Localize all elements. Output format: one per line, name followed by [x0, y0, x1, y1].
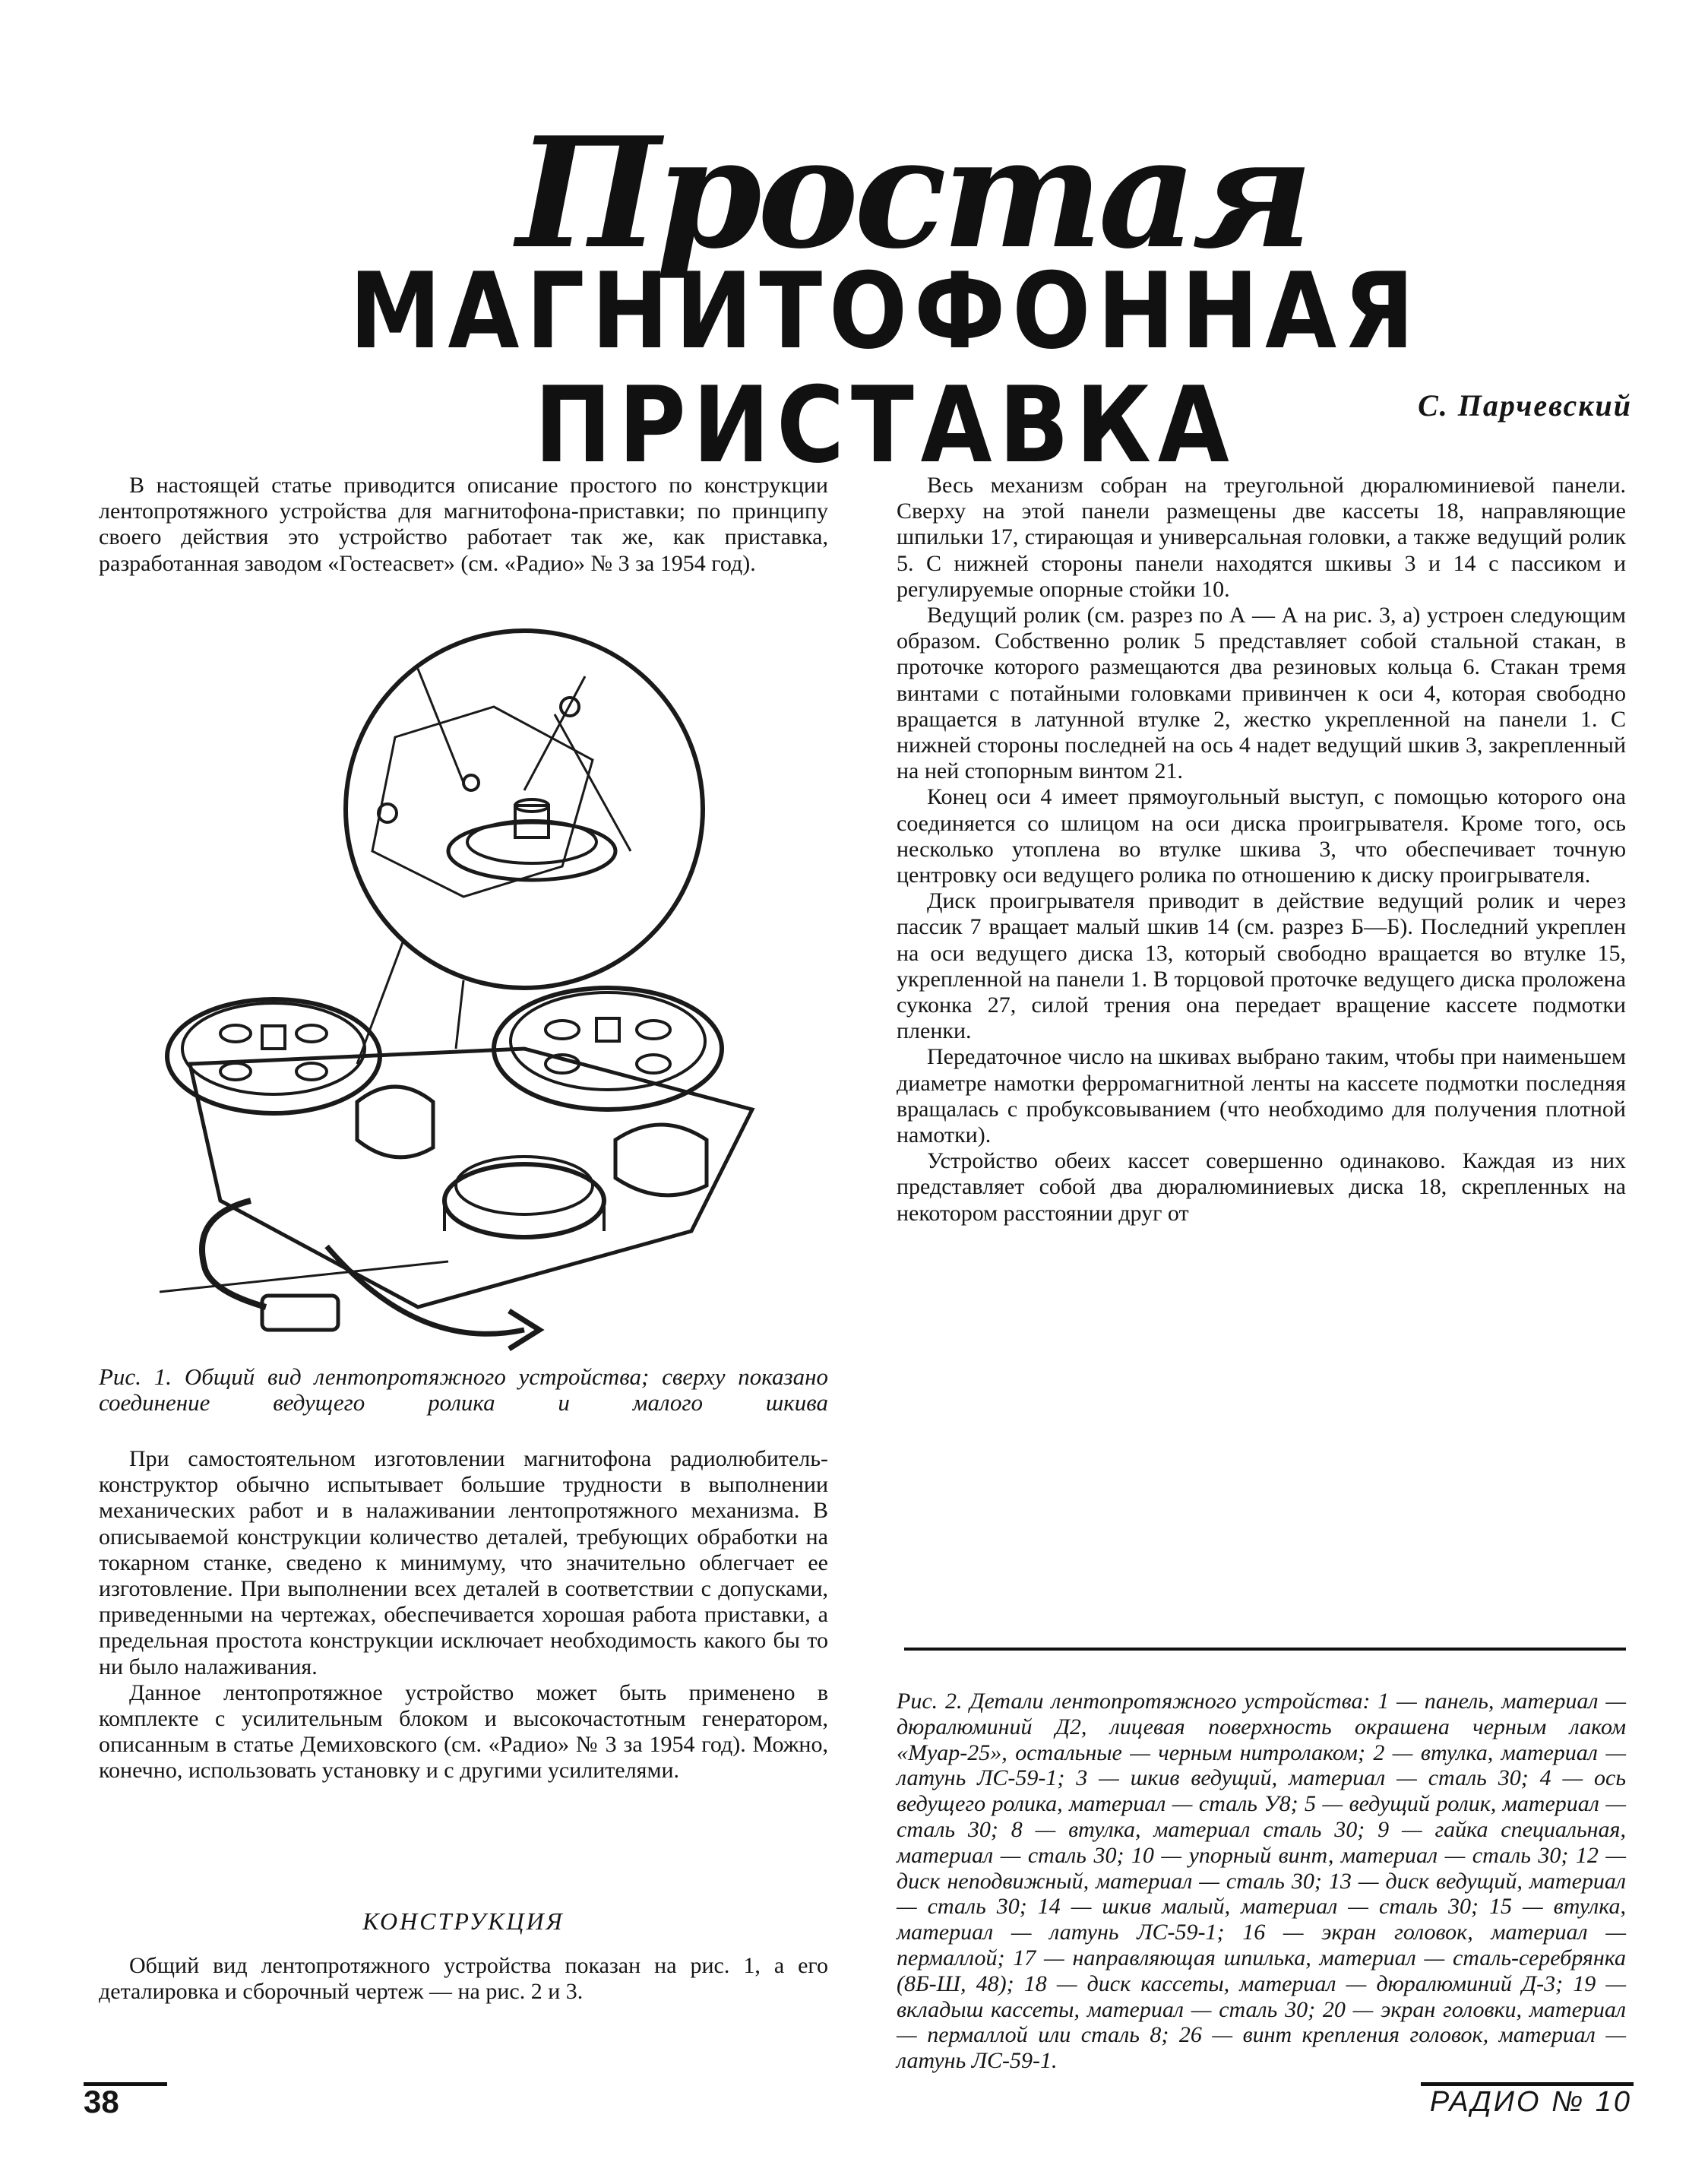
right-paragraph-5: Передаточное число на шкивах выбрано таким, чтобы при наименьшем диаметре намотки ферромагнитной ленты на кассете подмотки последняя вращалась с пробуксовыванием (что необходимо для получения плотной намотки). [897, 1044, 1626, 1148]
left-paragraph-2: Данное лентопротяжное устройство может быть применено в комплекте с усилительным блоком и высокочастотным генератором, описанным в статье Демиховского (см. «Радио» № 3 за 1954 год). Можно, конечно, использовать установку и с другими усилителями. [99, 1679, 828, 1784]
section-body [99, 1953, 828, 2005]
section-heading: КОНСТРУКЦИЯ [362, 1907, 565, 1935]
right-paragraph-2: Ведущий ролик (см. разрез по А — А на рис. 3, а) устроен следующим образом. Собственно ролик 5 представляет собой стальной стакан, в проточке которого размещаются два резиновых кольца 6. Стакан тремя винтами с потайными головками привинчен к оси 4, которая свободно вращается в латунной втулке 2, жестко укрепленной на панели 1. С нижней стороны последней на ось 4 надет ведущий шкив 3, закрепленный на ней стопорным винтом 21. [897, 603, 1626, 784]
intro-text: В настоящей статье приводится описание простого по конструкции лентопротяжного устройства для магнитофона-приставки; по принципу своего действия это устройство работает так же, как приставка, разработанная заводом «Гостеасвет» (см. «Радио» № 3 за 1954 год). [99, 473, 828, 576]
right-paragraph-1: Весь механизм собран на треугольной дюралюминиевой панели. Сверху на этой панели размещены две кассеты 18, направляющие шпильки 17, стирающая и универсальная головки, а также ведущий ролик 5. С нижней стороны панели находятся шкивы 3 и 14 с пассиком и регулируемые опорные стойки 10. [897, 473, 1626, 602]
figure-1-illustration [99, 623, 828, 1353]
title-script: Простая [517, 104, 1309, 283]
journal-name: РАДИО № 10 [1429, 2086, 1632, 2118]
page-number: 38 [84, 2084, 119, 2119]
section-paragraph: Общий вид лентопротяжного устройства показан на рис. 1, а его деталировка и сборочный чертеж — на рис. 2 и 3. [99, 1953, 828, 2005]
author: С. Парчевский [1418, 388, 1632, 423]
figure-2-caption: Рис. 2. Детали лентопротяжного устройства: 1 — панель, материал — дюралюминий Д2, лицевая поверхность окрашена черным лаком «Муар-25», остальные — черным нитролаком; 2 — втулка, материал — латунь ЛС-59-1; 3 — шкив ведущий, материал — сталь 30; 4 — ось ведущего ролика, материал — сталь У8; 5 — ведущий ролик, материал — сталь 30; 8 — втулка, материал сталь 30; 9 — гайка специальная, материал — сталь 30; 10 — упорный винт, материал — сталь 30; 12 — диск неподвижный, материал — сталь 30; 13 — диск ведущий, материал — сталь 30; 14 — шкив малый, материал — сталь 30; 15 — втулка, материал — латунь ЛС-59-1; 16 — экран головок, материал — пермаллой; 17 — направляющая шпилька, материал — сталь-серебрянка (8Б-Ш, 48); 18 — диск кассеты, материал — дюралюминий Д-3; 19 — вкладыш кассеты, материал — сталь 30; 20 — экран головки, материал — пермаллой или сталь 8; 26 — винт крепления головок, материал — латунь ЛС-59-1. [897, 1689, 1626, 2074]
separator-rule [904, 1648, 1626, 1651]
left-column-body [99, 1446, 828, 1784]
title-main: МАГНИТОФОННАЯ ПРИСТАВКА [349, 250, 1422, 486]
right-paragraph-3: Конец оси 4 имеет прямоугольный выступ, с помощью которого она соединяется со шлицом на оси диска проигрывателя. Кроме того, ось несколько утоплена во втулке шкива 3, что обеспечивает точную центровку оси ведущего ролика по отношению к диску проигрывателя. [897, 784, 1626, 888]
right-paragraph-4: Диск проигрывателя приводит в действие ведущий ролик и через пассик 7 вращает малый шкив 14 (см. разрез Б—Б). Последний укреплен на оси ведущего диска 13, который свободно вращается во втулке 15, укрепленной на панели 1. В торцовой проточке ведущего диска проложена суконка 27, силой трения она передает вращение кассете подмотки пленки. [897, 888, 1626, 1044]
tape-transport-drawing [99, 623, 828, 1353]
right-column-body [897, 473, 1626, 1227]
figure-1-caption: Рис. 1. Общий вид лентопротяжного устройства; сверху показано соединение ведущего ролика и малого шкива [99, 1363, 828, 1416]
right-paragraph-6: Устройство обеих кассет совершенно одинаково. Каждая из них представляет собой два дюралюминиевых диска 18, скрепленных на некотором расстоянии друг от [897, 1148, 1626, 1226]
left-paragraph-1: При самостоятельном изготовлении магнитофона радиолюбитель-конструктор обычно испытывает большие трудности в выполнении механических работ и в налаживании лентопротяжного механизма. В описываемой конструкции количество деталей, требующих обработки на токарном станке, сведено к минимуму, что значительно облегчает ее изготовление. При выполнении всех деталей в соответствии с допусками, приведенными на чертежах, обеспечивается хорошая работа приставки, а предельная простота конструкции исключает необходимость какого бы то ни было налаживания. [99, 1446, 828, 1679]
intro-paragraph [99, 473, 828, 577]
